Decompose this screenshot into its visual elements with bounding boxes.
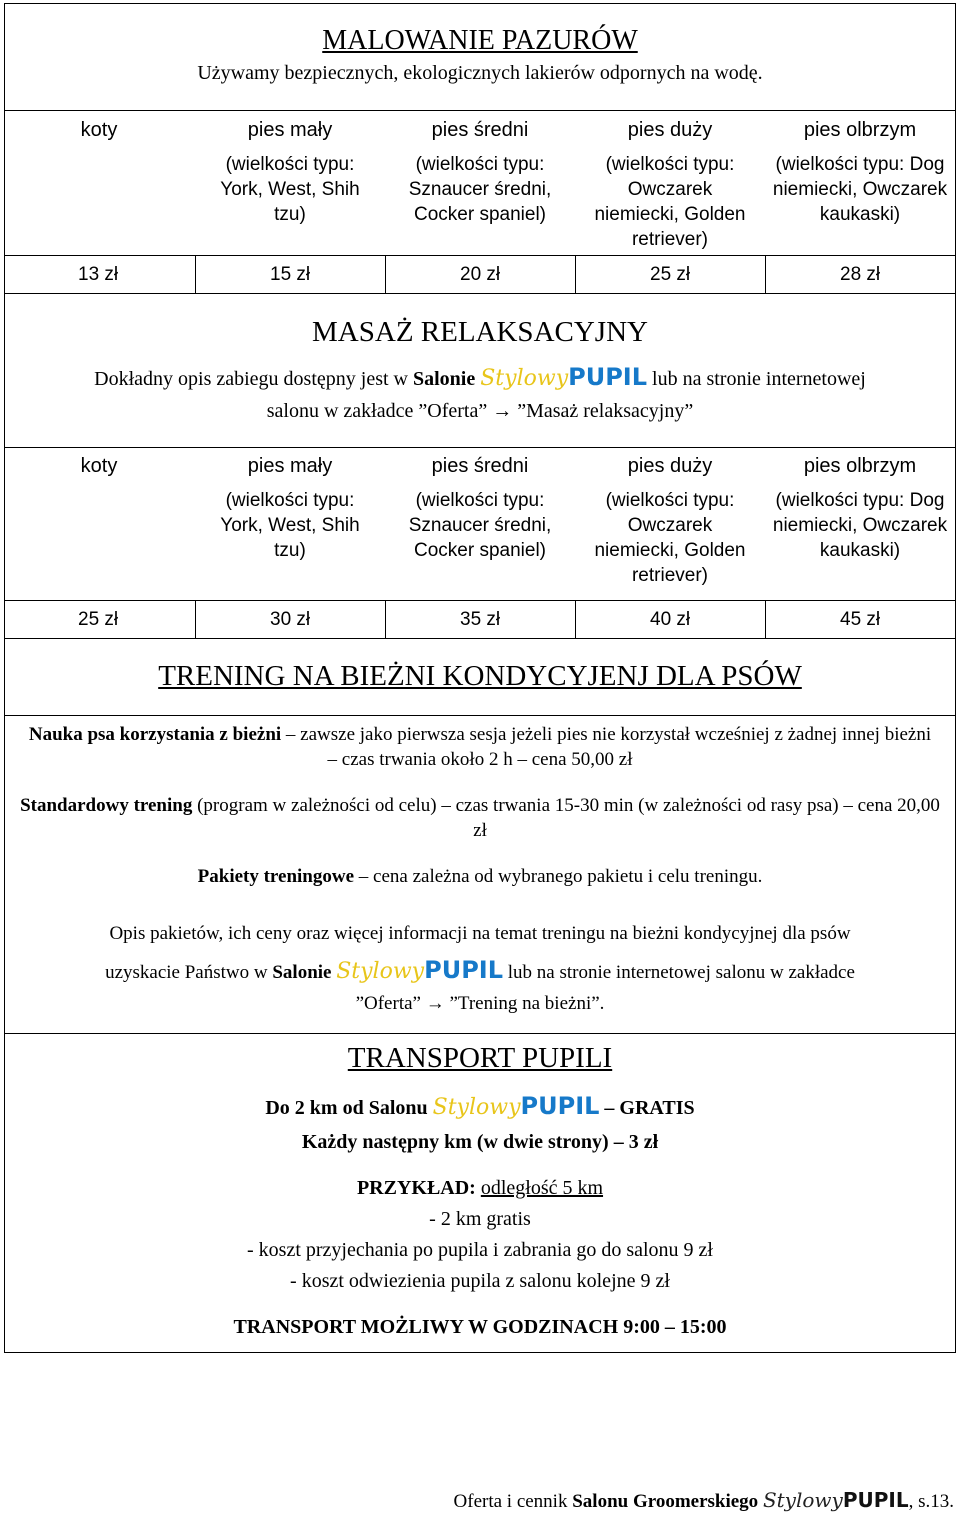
transport-ex1: - 2 km gratis xyxy=(429,1208,531,1230)
stylowy-pupil-logo xyxy=(336,958,503,985)
price-pies-maly: 15 zł xyxy=(270,264,311,285)
divider xyxy=(195,255,196,293)
footer-page: , s.13. xyxy=(908,1491,954,1512)
trening-p4-post: lub na stronie internetowej salonu w zakładce xyxy=(507,962,855,983)
stylowy-pupil-logo xyxy=(433,1093,600,1121)
divider xyxy=(575,600,576,638)
size-desc: (wielkości typu: Owczarek niemiecki, Golden retriever) xyxy=(594,490,746,586)
example-distance: odległość 5 km xyxy=(480,1177,604,1199)
transport-title: TRANSPORT PUPILI xyxy=(347,1042,613,1074)
logo-pupil: PUPIL xyxy=(520,1092,600,1120)
divider xyxy=(195,600,196,638)
size-cell xyxy=(765,454,955,563)
trening-p2 xyxy=(20,793,940,843)
trening-p2-rest: (program w zależności od celu) – czas trwania 15-30 min (w zależności od rasy psa) – cena 20,00 zł xyxy=(197,795,940,841)
divider xyxy=(4,600,956,601)
divider xyxy=(4,110,956,111)
price-pies-olbrzym: 45 zł xyxy=(840,609,881,630)
size-cell xyxy=(195,454,385,563)
size-cell xyxy=(385,454,575,563)
size-name: pies mały xyxy=(247,455,333,477)
size-cell xyxy=(575,118,765,252)
transport-ex2: - koszt przyjechania po pupila i zabrania go do salonu 9 zł xyxy=(247,1239,713,1261)
stylowy-pupil-logo xyxy=(480,364,647,392)
masaz-title: MASAŻ RELAKSACYJNY xyxy=(312,316,648,348)
trening-header xyxy=(4,661,956,691)
divider xyxy=(4,638,956,639)
transport-l1-pre: Do 2 km od Salonu xyxy=(265,1097,428,1119)
trening-p1-bold: Nauka psa korzystania z bieżni xyxy=(28,724,282,745)
masaz-salonie: Salonie xyxy=(412,368,476,390)
trening-p1 xyxy=(20,722,940,772)
trening-p4-line1: Opis pakietów, ich ceny oraz więcej informacji na temat treningu na bieżni kondycyjnej dla psów xyxy=(109,923,851,944)
trening-p2-bold: Standardowy trening xyxy=(20,795,193,816)
trening-p1-rest: – zawsze jako pierwsza sesja jeżeli pies nie korzystał wcześniej z żadnej innej bieżni – czas trwania około 2 h – cena 50,00 zł xyxy=(285,724,932,770)
malowanie-title: MALOWANIE PAZURÓW xyxy=(322,25,638,56)
logo-stylowy: Stylowy xyxy=(336,959,425,984)
price-koty: 25 zł xyxy=(78,609,119,630)
transport-l1-post: – GRATIS xyxy=(604,1097,695,1119)
size-cell xyxy=(765,118,955,227)
size-cell xyxy=(385,118,575,227)
divider xyxy=(575,255,576,293)
size-desc: (wielkości typu: Sznaucer średni, Cocker spaniel) xyxy=(408,154,552,225)
price-pies-duzy: 25 zł xyxy=(650,264,691,285)
trening-p3 xyxy=(20,864,940,889)
divider xyxy=(385,255,386,293)
transport-hours: TRANSPORT MOŻLIWY W GODZINACH 9:00 – 15:00 xyxy=(233,1316,727,1338)
logo-stylowy: Stylowy xyxy=(480,366,569,391)
divider xyxy=(4,1033,956,1034)
price-pies-sredni: 20 zł xyxy=(460,264,501,285)
size-cell xyxy=(4,118,194,152)
masaz-line1-post: lub na stronie internetowej xyxy=(652,368,866,390)
transport-line2: Każdy następny km (w dwie strony) – 3 zł xyxy=(301,1131,659,1153)
divider xyxy=(385,600,386,638)
divider xyxy=(4,293,956,294)
trening-p4-line2 xyxy=(20,958,940,985)
example-bold: PRZYKŁAD: xyxy=(356,1177,476,1199)
price-pies-olbrzym: 28 zł xyxy=(840,264,881,285)
transport-ex3: - koszt odwiezienia pupila z salonu kolejne 9 zł xyxy=(290,1270,670,1292)
size-name: pies średni xyxy=(431,119,529,141)
masaz-line2: salonu w zakładce ”Oferta” → ”Masaż relaksacyjny” xyxy=(266,400,694,422)
size-desc: (wielkości typu: York, West, Shih tzu) xyxy=(220,154,360,225)
malowanie-subtitle: Używamy bezpiecznych, ekologicznych lakierów odpornych na wodę. xyxy=(197,62,763,84)
footer xyxy=(454,1488,954,1514)
trening-title: TRENING NA BIEŻNI KONDYCYJENJ DLA PSÓW xyxy=(158,660,802,692)
size-name: koty xyxy=(80,455,118,477)
price-pies-duzy: 40 zł xyxy=(650,609,691,630)
stylowy-pupil-logo xyxy=(763,1488,909,1514)
size-name: koty xyxy=(80,119,118,141)
trening-body xyxy=(20,722,940,1016)
divider xyxy=(765,255,766,293)
size-desc: (wielkości typu: Dog niemiecki, Owczarek kaukaski) xyxy=(772,490,948,561)
size-desc: (wielkości typu: York, West, Shih tzu) xyxy=(220,490,360,561)
malowanie-header xyxy=(4,26,956,86)
size-desc: (wielkości typu: Sznaucer średni, Cocker spaniel) xyxy=(408,490,552,561)
masaz-header xyxy=(4,316,956,424)
transport-line1 xyxy=(4,1093,956,1121)
trening-p4-line3: ”Oferta” → ”Trening na bieżni”. xyxy=(355,993,605,1014)
logo-stylowy: Stylowy xyxy=(762,1488,843,1512)
divider xyxy=(765,600,766,638)
logo-pupil: PUPIL xyxy=(424,956,503,984)
price-koty: 13 zł xyxy=(78,264,119,285)
trening-p3-rest: – cena zależna od wybranego pakietu i celu treningu. xyxy=(358,866,763,887)
masaz-line1 xyxy=(4,364,956,392)
footer-bold: Salonu Groomerskiego xyxy=(572,1491,759,1512)
size-name: pies olbrzym xyxy=(803,455,917,477)
divider xyxy=(4,715,956,716)
trening-p4-salonie: Salonie xyxy=(272,962,332,983)
size-name: pies duży xyxy=(627,119,713,141)
logo-stylowy: Stylowy xyxy=(432,1095,521,1120)
size-name: pies średni xyxy=(431,455,529,477)
size-cell xyxy=(575,454,765,588)
price-pies-maly: 30 zł xyxy=(270,609,311,630)
size-desc: (wielkości typu: Dog niemiecki, Owczarek kaukaski) xyxy=(772,154,948,225)
logo-pupil: PUPIL xyxy=(842,1488,909,1512)
transport-example xyxy=(4,1175,956,1201)
size-desc: (wielkości typu: Owczarek niemiecki, Golden retriever) xyxy=(594,154,746,250)
divider xyxy=(4,447,956,448)
trening-p3-bold: Pakiety treningowe xyxy=(197,866,355,887)
size-cell xyxy=(4,454,194,488)
size-name: pies duży xyxy=(627,455,713,477)
masaz-line1-pre: Dokładny opis zabiegu dostępny jest w xyxy=(94,368,408,390)
size-name: pies olbrzym xyxy=(803,119,917,141)
transport-section xyxy=(4,1043,956,1340)
divider xyxy=(4,255,956,256)
trening-p4-pre: uzyskacie Państwo w xyxy=(105,962,268,983)
size-name: pies mały xyxy=(247,119,333,141)
size-cell xyxy=(195,118,385,227)
logo-pupil: PUPIL xyxy=(568,363,648,391)
footer-pre: Oferta i cennik xyxy=(453,1491,568,1512)
price-pies-sredni: 35 zł xyxy=(460,609,501,630)
